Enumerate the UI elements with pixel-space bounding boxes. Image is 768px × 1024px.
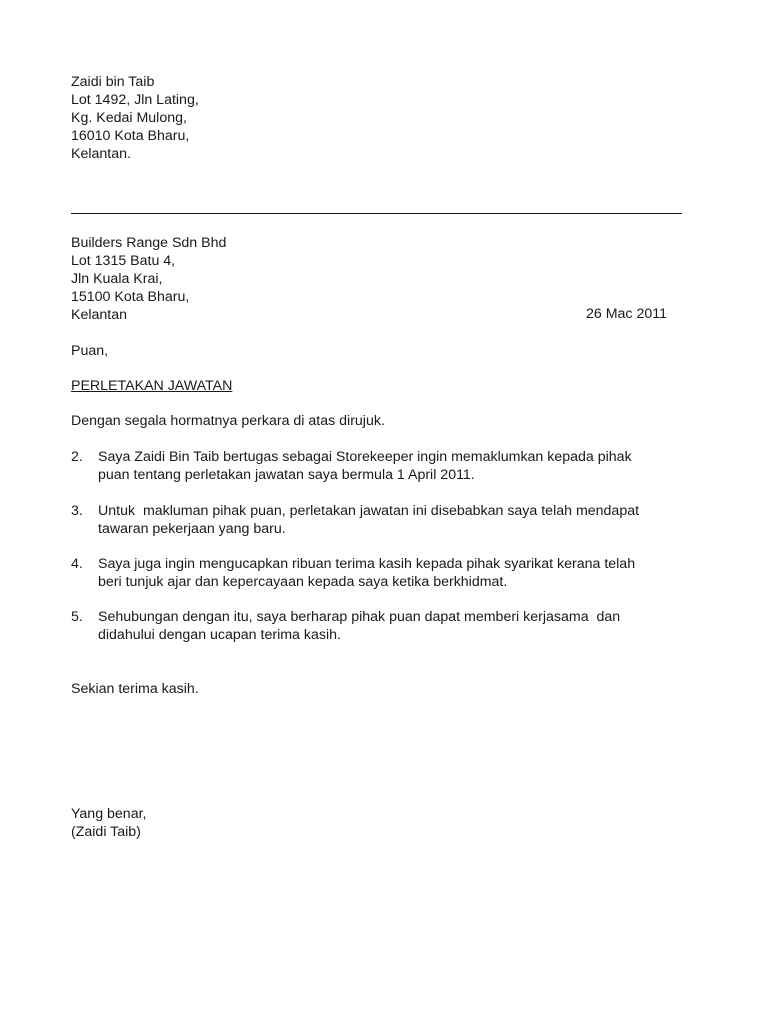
paragraph-line: didahului dengan ucapan terima kasih. — [98, 627, 341, 643]
sender-address-line: 16010 Kota Bharu, — [71, 128, 190, 144]
paragraph-line: Sehubungan dengan itu, saya berharap pihak puan dapat memberi kerjasama dan — [98, 609, 621, 625]
paragraph-number: 5. — [71, 609, 83, 625]
numbered-paragraph — [71, 608, 691, 644]
paragraph-line: Saya juga ingin mengucapkan ribuan terima kasih kepada pihak syarikat kerana telah — [98, 556, 636, 572]
recipient-address-line: Kelantan — [71, 307, 128, 323]
closing-line: Sekian terima kasih. — [71, 681, 199, 697]
salutation: Puan, — [71, 343, 109, 359]
paragraph-number: 3. — [71, 503, 83, 519]
signatory-name: (Zaidi Taib) — [71, 824, 141, 840]
signoff — [71, 805, 146, 841]
paragraph-line: puan tentang perletakan jawatan saya bermula 1 April 2011. — [98, 467, 475, 483]
subject-heading: PERLETAKAN JAWATAN — [71, 378, 233, 394]
paragraph-number: 2. — [71, 449, 83, 465]
recipient-address-line: 15100 Kota Bharu, — [71, 289, 190, 305]
paragraph-line: tawaran pekerjaan yang baru. — [98, 521, 286, 537]
paragraph-line: Saya Zaidi Bin Taib bertugas sebagai Storekeeper ingin memaklumkan kepada pihak — [98, 449, 632, 465]
paragraph-line: Untuk makluman pihak puan, perletakan jawatan ini disebabkan saya telah mendapat — [98, 503, 640, 519]
sender-address-line: Lot 1492, Jln Lating, — [71, 92, 199, 108]
sender-address — [71, 73, 199, 163]
sender-address-line: Kelantan. — [71, 146, 131, 162]
divider-line — [71, 213, 682, 214]
recipient-name: Builders Range Sdn Bhd — [71, 235, 227, 251]
letter-date: 26 Mac 2011 — [586, 306, 667, 322]
recipient-address-line: Jln Kuala Krai, — [71, 271, 163, 287]
numbered-paragraph — [71, 448, 691, 484]
opening-line: Dengan segala hormatnya perkara di atas dirujuk. — [71, 413, 385, 429]
paragraph-number: 4. — [71, 556, 83, 572]
paragraph-line: beri tunjuk ajar dan kepercayaan kepada saya ketika berkhidmat. — [98, 574, 508, 590]
numbered-paragraph — [71, 555, 691, 591]
numbered-paragraph — [71, 502, 691, 538]
sender-name: Zaidi bin Taib — [71, 74, 155, 90]
recipient-address — [71, 234, 226, 324]
recipient-address-line: Lot 1315 Batu 4, — [71, 253, 176, 269]
signoff-phrase: Yang benar, — [71, 806, 147, 822]
sender-address-line: Kg. Kedai Mulong, — [71, 110, 187, 126]
